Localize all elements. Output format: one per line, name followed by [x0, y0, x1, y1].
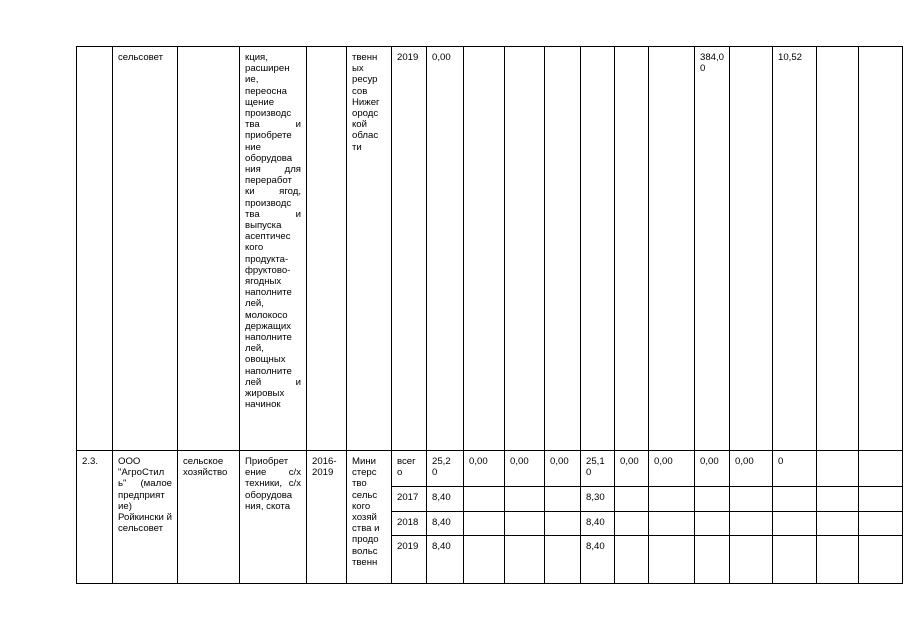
cell-year: 2019 [392, 47, 427, 451]
cell-total: 0,00 [427, 47, 464, 451]
cell-value [859, 451, 903, 487]
cell-value [859, 487, 903, 512]
cell-value [695, 487, 730, 512]
cell-value [615, 47, 649, 451]
cell-value [817, 487, 859, 512]
cell-value: 0,00 [505, 451, 545, 487]
cell-total: 8,40 [427, 536, 464, 584]
cell-value: 0 [773, 451, 817, 487]
cell-value: 25,1 0 [581, 451, 615, 487]
cell-period: 2016- 2019 [307, 451, 347, 584]
cell-value: 0,00 [730, 451, 773, 487]
cell-value: 8,30 [581, 487, 615, 512]
cell-value [773, 487, 817, 512]
cell-value [505, 512, 545, 536]
cell-value [464, 47, 505, 451]
table-row [77, 451, 903, 487]
cell-value: 0,00 [545, 451, 581, 487]
cell-project-description: кция, расширен ие, переосна щение производс тва и приобрете ние оборудова ния для переработ ки ягод, производс тва и выпуска асептичес кого продукта-фруктово-ягодных наполните лей, молокосо держащих наполните лей, овощных наполните лей и жировых начинок [240, 47, 307, 451]
cell-value [464, 487, 505, 512]
cell-value [695, 536, 730, 584]
cell-value [615, 536, 649, 584]
cell-value [730, 487, 773, 512]
cell-value [649, 512, 695, 536]
cell-value: 8,40 [581, 536, 615, 584]
cell-value [505, 487, 545, 512]
cell-value [730, 512, 773, 536]
cell-value: 0,00 [464, 451, 505, 487]
cell-number [77, 47, 113, 451]
cell-value [545, 487, 581, 512]
cell-value [649, 536, 695, 584]
cell-year: 2019 [392, 536, 427, 584]
cell-value [505, 47, 545, 451]
cell-value [859, 512, 903, 536]
cell-value [464, 536, 505, 584]
cell-value [695, 512, 730, 536]
investment-projects-table [76, 46, 903, 584]
cell-value: 0,00 [615, 451, 649, 487]
cell-value [773, 536, 817, 584]
cell-year: всег о [392, 451, 427, 487]
cell-value: 0,00 [695, 451, 730, 487]
cell-value [730, 47, 773, 451]
cell-value [545, 536, 581, 584]
cell-year: 2017 [392, 487, 427, 512]
cell-value [817, 451, 859, 487]
cell-value [581, 47, 615, 451]
cell-value [859, 536, 903, 584]
cell-total: 8,40 [427, 487, 464, 512]
cell-value [859, 47, 903, 451]
table-row [77, 47, 903, 451]
cell-value [505, 536, 545, 584]
cell-value [817, 536, 859, 584]
cell-value: 0,00 [649, 451, 695, 487]
cell-value [649, 47, 695, 451]
cell-value: 8,40 [581, 512, 615, 536]
cell-period [307, 47, 347, 451]
cell-value: 10,52 [773, 47, 817, 451]
cell-value [545, 512, 581, 536]
cell-organization: сельсовет [113, 47, 178, 451]
cell-value [773, 512, 817, 536]
cell-total: 8,40 [427, 512, 464, 536]
cell-value [730, 536, 773, 584]
cell-number: 2.3. [77, 451, 113, 584]
cell-industry: сельское хозяйство [178, 451, 240, 584]
cell-value: 384,0 0 [695, 47, 730, 451]
cell-responsible: Мини стерс тво сельс кого хозяй ства и продо вольс твенн [347, 451, 392, 584]
cell-value [545, 47, 581, 451]
cell-value [817, 512, 859, 536]
cell-organization: ООО "АгроСтил ь" (малое предприят ие) Ройкински й сельсовет [113, 451, 178, 584]
cell-total: 25,2 0 [427, 451, 464, 487]
cell-industry [178, 47, 240, 451]
cell-value [464, 512, 505, 536]
cell-responsible: твенн ых ресур сов Нижег ородс кой облас ти [347, 47, 392, 451]
cell-value [817, 47, 859, 451]
cell-project-description: Приобрет ение с/х техники, с/х оборудова ния, скота [240, 451, 307, 584]
cell-value [615, 512, 649, 536]
cell-value [615, 487, 649, 512]
cell-year: 2018 [392, 512, 427, 536]
cell-value [649, 487, 695, 512]
